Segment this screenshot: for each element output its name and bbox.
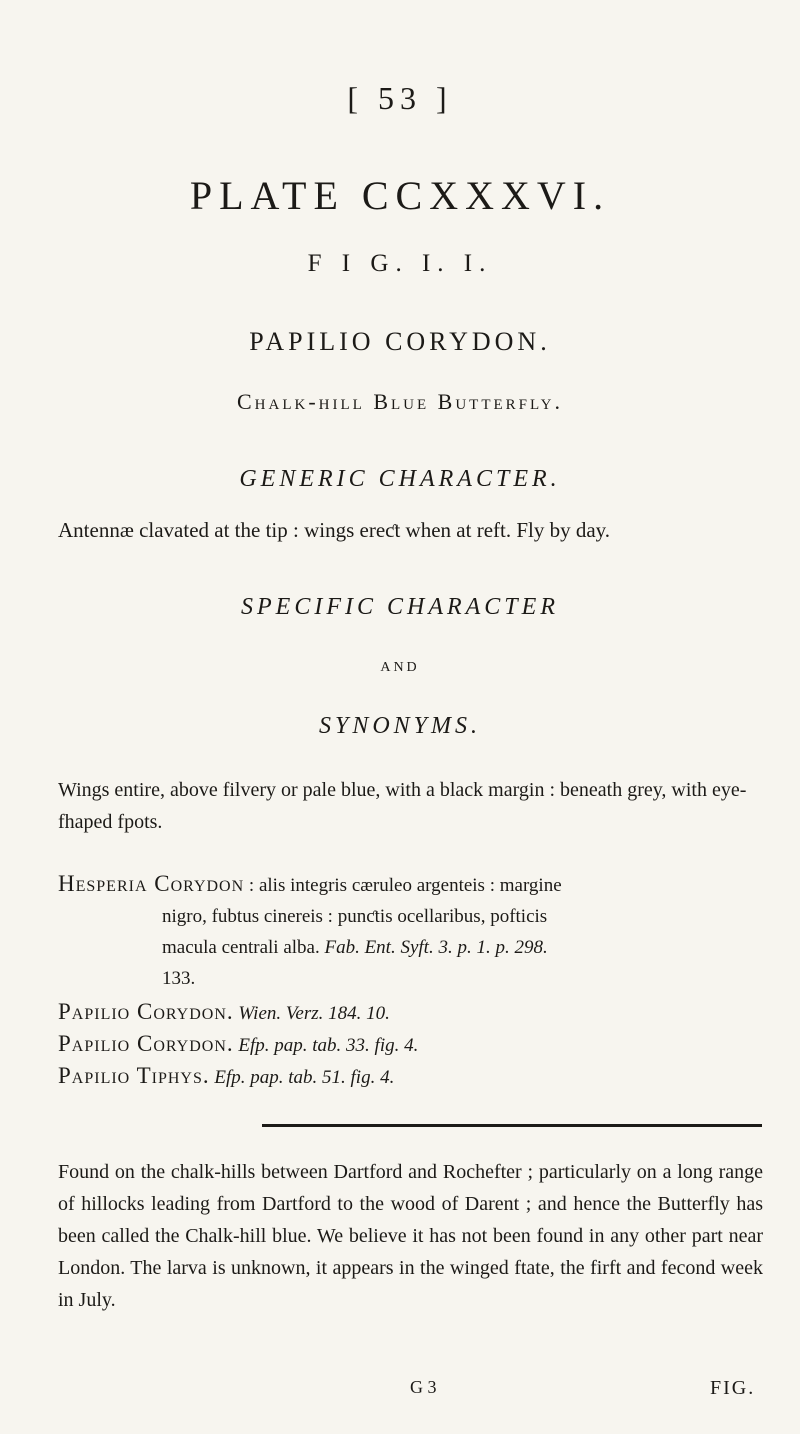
synonym-name: Papilio Corydon. [58, 1031, 234, 1056]
body-paragraph: Found on the chalk-hills between Dartford and Rochefter ; particularly on a long range of hillocks leading from Dartford to the wood of Darent ; and hence the Butterfly has been called the Chalk-hill blue. We believe it has not been found in any other part near London. The larva is unknown, it appears in the winged ftate, the firft and fecond week in July. [58, 1161, 763, 1311]
section-divider [262, 1124, 762, 1127]
specific-description: Wings entire, above filvery or pale blue, with a black margin : beneath grey, with eye-fhaped fpots. [58, 779, 747, 833]
synonym-entry [58, 1060, 763, 1093]
synonym-entry [58, 996, 763, 1029]
page-number: [ 53 ] [347, 80, 453, 116]
synonym-name: Papilio Tiphys. [58, 1063, 210, 1088]
synonym-citation: Wien. Verz. 184. 10. [238, 1003, 390, 1024]
synonym-text: 133. [162, 968, 196, 989]
figure-label: F I G. I. I. [307, 250, 493, 277]
specific-heading: SPECIFIC CHARACTER [241, 594, 559, 620]
synonym-citation: Fab. Ent. Syft. 3. p. 1. p. 298. [324, 937, 548, 958]
species-name: PAPILIO CORYDON. [249, 327, 551, 356]
synonym-text-with-citation [58, 932, 763, 963]
synonym-citation: Efp. pap. tab. 33. fig. 4. [238, 1035, 419, 1056]
synonyms-heading: SYNONYMS. [318, 713, 482, 739]
and-label: AND [380, 660, 420, 675]
synonym-entry [58, 868, 763, 994]
generic-text: Antennæ clavated at the tip : wings ereƈt when at reft. Fly by day. [58, 518, 611, 542]
common-name: Chalk-hill Blue Butterfly. [237, 389, 563, 414]
signature-mark: G 3 [410, 1377, 437, 1397]
catchword: FIG. [710, 1377, 756, 1399]
plate-title: PLATE CCXXXVI. [189, 173, 611, 218]
synonym-text: macula centrali alba. [162, 937, 320, 958]
synonym-entry [58, 1028, 763, 1061]
synonym-text: : alis integris cæruleo argenteis : margine [248, 875, 562, 896]
generic-heading: GENERIC CHARACTER. [239, 466, 561, 492]
synonym-citation: Efp. pap. tab. 51. fig. 4. [214, 1067, 395, 1088]
synonym-name: Papilio Corydon. [58, 999, 234, 1024]
synonym-name: Hesperia Corydon [58, 871, 245, 896]
synonym-text: nigro, fubtus cinereis : punƈtis ocellaribus, pofticis [162, 906, 548, 927]
